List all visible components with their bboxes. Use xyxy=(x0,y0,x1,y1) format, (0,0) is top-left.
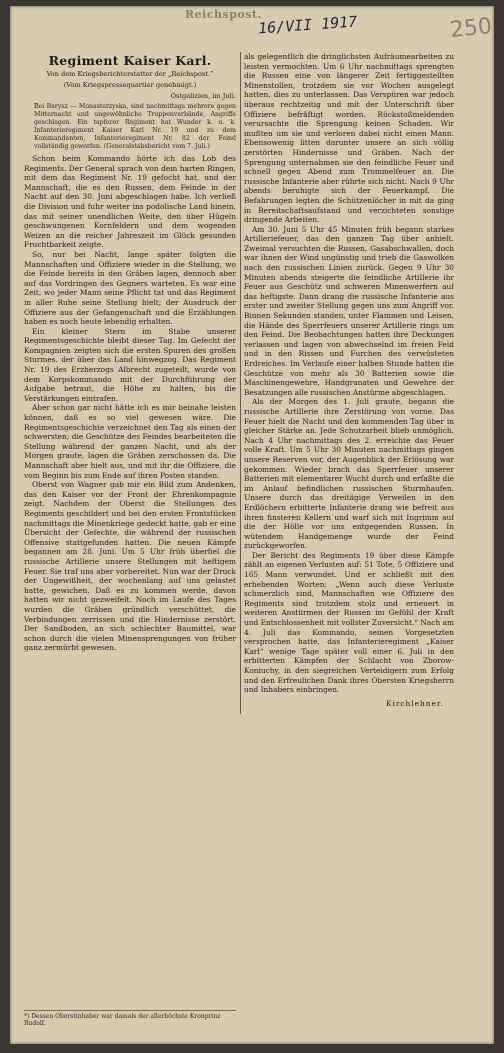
footnote: *) Dessen Oberstinhaber war damals der allerhöchste Kronprinz Rudolf. xyxy=(24,1010,236,1028)
author-signature: Kirchlehner. xyxy=(385,698,444,708)
paragraph: Ein kleiner Stern im Stabe unserer Regimentsgeschichte bleibt dieser Tag. Im Gefecht der Kompagnien zeigten sich die ersten Spuren des großen Sturmes, der über das Land hinwegzog. Das Regiment Nr. 19 des Erzherzogs Albrecht zugeteilt, wurde von dem Korpskommando mit der Durchführung der Aufgabe betraut, die Höhe zu halten, bis die Verstärkungen eintrafen. xyxy=(24,326,236,403)
column-divider xyxy=(240,52,241,714)
paragraph: Als der Morgen des 1. Juli graute, begann die russische Artillerie ihre Zerstörung von vorne. Das Feuer hielt die Nacht und den kommenden Tag über in gleicher Stärke an. Jede Schutzarbeit blieb unmöglich. Nach 4 Uhr nachmittags des 2. erreichte das Feuer volle Kraft. Um 5 Uhr 30 Minuten nachmittags gingen unsere Reserven vor, der Augenblick der Erlösung war gekommen. Wieder brach das Sperrfeuer unserer Batterien mit elementarer Wucht durch und erfaßte die im Anlauf befindlichen russischen Sturmhaufen. Unsere durch das dreitägige Verweilen in den Erdlöchern erbitterte Infanterie drang wie befreit aus ihren finsteren Kellern und warf sich mit Ingrimm auf die der Hölle vor uns entgegenden Russen. In wütendem Handgemenge wurde der Feind zurückgeworfen. xyxy=(244,397,454,551)
handwritten-date: 16/VII 1917 xyxy=(257,12,358,38)
article-title: Regiment Kaiser Karl. xyxy=(48,53,212,68)
article-subtitle-note: (Vom Kriegspressequartier genehmigt.) xyxy=(63,81,197,89)
article-subtitle: Von dem Kriegsberichterstatter der „Reichspost.“ xyxy=(46,70,214,78)
paragraph: Am 30. Juni 5 Uhr 45 Minuten früh begann starkes Artilleriefeuer, das den ganzen Tag über anhielt. Zweimal versuchten die Russen, Gasabschwallen, doch war ihnen der Wind ungünstig und trieb die Gaswolken nach den russischen Linien zurück. Gegen 9 Uhr 30 Minuten abends steigerte die feindliche Artillerie ihr Feuer aus Geschütz und schweren Minenwerfern auf das heftigste. Dann drang die russische Infanterie aus erster und zweiter Stellung gegen uns zum Angriff vor. Binnen Sekunden standen, unter Flammen und Leisen, die Hände des Sperrfeuers unserer Artillerie rings um den Feind. Die Beobachtungen hatten ihre Deckungen verlassen und lagen von abwechselnd im freien Feld und in den Rissen und Furchen des verwüsteten Erdreiches. Im Verlaufe einer halben Stunde hatten die Geschütze von mehr als 30 Batterien sowie die Maschinengewehre, Handgranaten und Gewehre der Besatzungen alle russischen Anstürme abgeschlagen. xyxy=(244,224,454,397)
paragraph: als gelegentlich die dringlichsten Aufräumearbeiten zu leisten vermochten. Um 6 Uhr nachmittags sprengten die Russen eine von längerer Zeit fertiggestellten Minenstollen, trotzdem sie vor Wochen ausgelegt hatten, dies zu unterlassen. Das Verspüren war jedoch überaus rechtzeitig und mit der Unterschrift über Offiziere befräftigt worden. Rückstoßmeldenden verursachte die Sprengung keinen Schaden. Wir mußten um sie und verloren dabei nicht einen Mann. Ebensowenig litten darunter unsere an sich völlig zerstörten Hindernisse und Gräben. Nach der Sprengung unternahmen sie den feindliche Feuer und schnell gegen Abend zum Trommelfeuer an. Die russische Infanterie aber rührte sich nicht. Nach 9 Uhr abends beruhigte sich der Feuerkampf. Die Befahrungen legten die Schützenlöcher in mit da ging in Bereitschaftsaufstand und verzichteten sonstige dringende Arbeiten. xyxy=(244,52,454,225)
article-dateline: Ostgalizien, im Juli. xyxy=(170,92,236,100)
paragraph: Aber schon gar nicht hätte ich es mir beinahe leisten können, daß es so viel gewesen wäre. Die Regimentsgeschichte verzeichnet den Tag als einen der schwersten; die Geschütze des Feindes bearbeiteten die Stellung während der ganzen Nacht, und als der Morgen graute, lagen die Gräben zerschossen da. Die Mannschaft aber hielt aus, und mit ihr die Offiziere, die vom Beginn bis zum Ende auf ihren Posten standen. xyxy=(24,403,236,480)
archive-number-stamp: 250 xyxy=(448,13,494,44)
paragraph: Der Bericht des Regiments 19 über diese Kämpfe zählt an eigenen Verlusten auf: 51 Tote, 5 Offiziere und 165 Mann verwundet. Und er schließt mit den erhebenden Worten: „Wenn auch diese Verluste schmerzlich sind, Mannschaften wie Offiziere des Regiments sind trotzdem stolz und erneuert in weiteren Anstürmen der Russen im Gefühl der Kraft und Entschlossenheit mit vollster Zuversicht.“ Nach am 4. Juli das Kommando, seinen Vorgesetzten versprochen hatte, das Infanterieregiment „Kaiser Karl“ wenige Tage später voll einer 6. Juli in den erbitterten Kämpfen der Schlacht von Zborow-Koniuchy, in den siegreichen Verteidigern zum Erfolg und den Erfreulichen Dank ihres Obersten Kriegsherrn und Inhabers einbringen. xyxy=(244,550,454,695)
article-preface: Bei Barysz — Monasterzyska, sind nachmittags mehrere gegen Mitternacht und ungewöhnliche Truppenverbände, Angriffe geschlagen. Ein tapferer Regiment hat Wunder k. u. k. Infanterieregiment Kaiser Karl Nr. 19 und zu dem Kommandanten, Infanterieregiment Nr. 82 der Feind vollständig geworfen. (Generalstabsbericht vom 7. Juli.) xyxy=(34,103,236,150)
article-right-column xyxy=(244,52,454,714)
paragraph: Schon beim Kommando hörte ich das Lob des Regiments. Der General sprach von dem harten Ringen, mit dem das Regiment Nr. 19 gefocht hat, und der Mannschaft, die es den Russen, dem Feinde in der Nacht auf den 30. Juni abgeschlagen habe. Ich verließ die Division und fuhr weiter ins podolische Land hinein, das mit seiner unendlichen Weite, den über Hügeln geschwungenen Kornfeldern und dem wogenden Weizen an die reicher Jahreszeit im Glück gesunden Fruchtbarkeit zeigte. xyxy=(24,154,236,250)
paragraph: So, nur bei Nacht, lange später folgten die Mannschaften und Offiziere wieder in die Stellung, wo die Feinde bereits in den Gräben lagen, dennoch aber auf das Vordringen des Gegners warteten. Es war eine Zeit, wo jeder Mann seine Pflicht tat und das Regiment in aller Ruhe seine Stellung hielt; der Ausdruck der Offiziere aus der Gefangenschaft und die Erzählungen haben es noch heute lebendig erhalten. xyxy=(24,249,236,327)
paragraph: Oberst von Wagner gab mir ein Bild zum Andenken, das den Kaiser vor der Front der Ehrenkompagnie zeigt. Nachdem der Oberst die Stellungen des Regiments geschildert und bei den ersten Frontstücken nachmittags die Minenkriege gedeckt hatte, gab er eine Übersicht der Gefechte, die während der russischen Offensive stattgefunden hatten. Die neuen Kämpfe begannen am 28. Juni. Um 5 Uhr früh überfiel die russische Artillerie unsere Stellungen mit heftigem Feuer. Sie traf uns aber vorbereitet. Nun war der Druck der Ungewißheit, der wochenlang auf uns gelastet hatte, gewichen. Daß es zu kommen werde, davon hatten wir nicht gezweifelt. Noch im Laufe des Tages wurden die Gräben gründlich verschüttet, die Verbindungen zerrissen und die Hindernisse zerstört. Der Sandboden, an sich schlechter Baumittel, war schon durch die vielen Minensprengungen von früher ganz zermürbt gewesen. xyxy=(24,480,236,653)
article-left-column xyxy=(24,52,236,1037)
masthead: Reichspost. xyxy=(185,8,262,21)
